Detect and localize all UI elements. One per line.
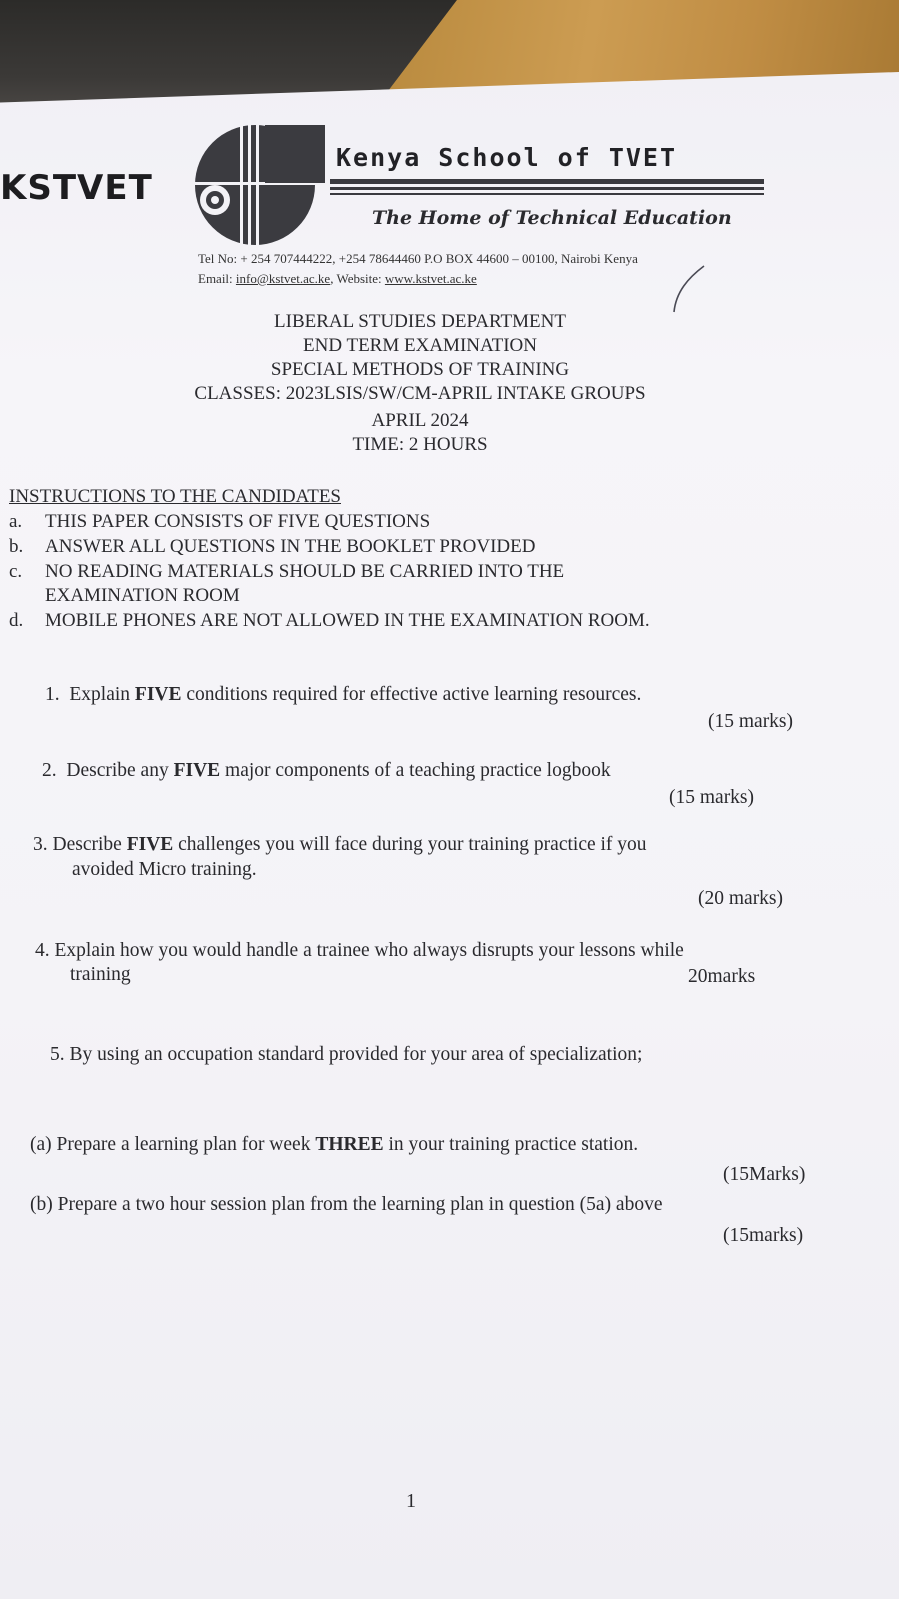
question-2 — [42, 760, 611, 782]
department-title: LIBERAL STUDIES DEPARTMENT — [274, 311, 566, 332]
instruction-letter-b: b. — [9, 536, 24, 557]
exam-type: END TERM EXAMINATION — [303, 335, 537, 356]
subquestion-a-marks: (15Marks) — [723, 1164, 806, 1185]
website-link[interactable]: www.kstvet.ac.ke — [384, 271, 477, 286]
question-1 — [45, 684, 641, 706]
question-text: By using an occupation standard provided for your area of specialization; — [69, 1044, 643, 1065]
page-number: 1 — [406, 1490, 416, 1512]
question-number: 2. — [42, 760, 57, 781]
kstvet-acronym: KSTVET — [0, 168, 153, 208]
classes-line: CLASSES: 2023LSIS/SW/CM-APRIL INTAKE GROUPS — [194, 383, 646, 404]
question-3-marks: (20 marks) — [698, 888, 784, 909]
instructions-title: INSTRUCTIONS TO THE CANDIDATES — [9, 486, 341, 507]
instruction-c-continuation: EXAMINATION ROOM — [45, 585, 240, 606]
subquestion-label: (b) — [30, 1194, 53, 1215]
subquestion-label: (a) — [30, 1134, 52, 1155]
contact-line: Tel No: + 254 707444222, +254 78644460 P.O BOX 44600 – 00100, Nairobi Kenya — [198, 251, 638, 266]
email-website-line — [198, 271, 477, 287]
question-number: 4. — [35, 940, 50, 961]
exam-time: TIME: 2 HOURS — [352, 434, 488, 455]
instruction-letter-d: d. — [9, 610, 24, 631]
instruction-a: THIS PAPER CONSISTS OF FIVE QUESTIONS — [45, 511, 431, 532]
question-text: Explain — [69, 684, 135, 705]
subquestion-b — [30, 1194, 663, 1216]
school-tagline: The Home of Technical Education — [372, 207, 732, 229]
website-label: , Website: — [330, 271, 382, 286]
question-emphasis: FIVE — [126, 834, 174, 855]
subquestion-emphasis: THREE — [315, 1134, 384, 1155]
question-number: 5. — [50, 1044, 65, 1065]
instruction-d: MOBILE PHONES ARE NOT ALLOWED IN THE EXAMINATION ROOM. — [45, 610, 650, 631]
question-text: Describe — [52, 834, 127, 855]
kstvet-logo-icon — [185, 120, 325, 250]
subquestion-text: in your training practice station. — [383, 1134, 639, 1155]
question-emphasis: FIVE — [173, 760, 221, 781]
subject-title: SPECIAL METHODS OF TRAINING — [270, 359, 570, 380]
question-3 — [33, 834, 647, 856]
question-4-marks: 20marks — [688, 966, 756, 987]
header-rules — [330, 179, 764, 198]
subquestion-b-marks: (15marks) — [723, 1225, 804, 1246]
exam-date: APRIL 2024 — [371, 410, 469, 431]
email-label: Email: — [198, 271, 233, 286]
question-5 — [50, 1044, 642, 1066]
instruction-c: NO READING MATERIALS SHOULD BE CARRIED INTO THE — [45, 561, 565, 582]
subquestion-a — [30, 1134, 638, 1156]
question-4 — [35, 940, 684, 962]
instruction-b: ANSWER ALL QUESTIONS IN THE BOOKLET PROVIDED — [45, 536, 536, 557]
email-link[interactable]: info@kstvet.ac.ke — [235, 271, 331, 286]
school-name: Kenya School of TVET — [336, 143, 678, 172]
question-3-continuation: avoided Micro training. — [72, 859, 257, 880]
instruction-letter-a: a. — [9, 511, 23, 532]
question-number: 1. — [45, 684, 60, 705]
question-number: 3. — [33, 834, 48, 855]
question-4-continuation: training — [70, 964, 131, 985]
subquestion-text: Prepare a two hour session plan from the learning plan in question (5a) above — [57, 1194, 663, 1215]
question-text: Describe any — [66, 760, 174, 781]
subquestion-text: Prepare a learning plan for week — [56, 1134, 316, 1155]
question-2-marks: (15 marks) — [669, 787, 755, 808]
question-1-marks: (15 marks) — [708, 711, 794, 732]
question-text: major components of a teaching practice logbook — [220, 760, 611, 781]
question-text: conditions required for effective active learning resources. — [181, 684, 642, 705]
question-text: challenges you will face during your training practice if you — [173, 834, 647, 855]
instruction-letter-c: c. — [9, 561, 23, 582]
question-text: Explain how you would handle a trainee who always disrupts your lessons while — [54, 940, 684, 961]
question-emphasis: FIVE — [134, 684, 182, 705]
